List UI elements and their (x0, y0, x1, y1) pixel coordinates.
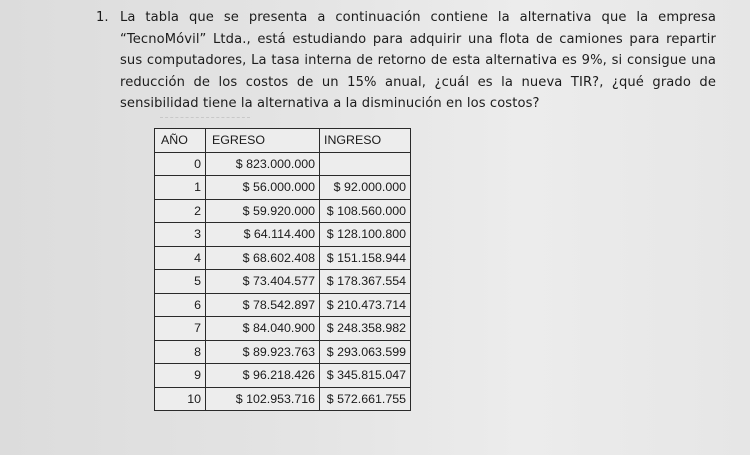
egreso-cell: $ 89.923.763 (206, 340, 320, 364)
year-cell: 10 (155, 387, 206, 411)
ingreso-cell: $ 108.560.000 (320, 199, 411, 223)
year-cell: 2 (155, 199, 206, 223)
ingreso-cell: $ 151.158.944 (320, 246, 411, 270)
table-row (155, 293, 411, 317)
ingreso-cell: $ 248.358.982 (320, 317, 411, 341)
table-row (155, 270, 411, 294)
table-row (155, 152, 411, 176)
year-cell: 4 (155, 246, 206, 270)
table-row (155, 317, 411, 341)
year-cell: 5 (155, 270, 206, 294)
year-cell: 7 (155, 317, 206, 341)
problem-text: La tabla que se presenta a continuación contiene la alternativa que la empresa “TecnoMóvil” Ltda., está estudiando para adquirir una flota de camiones para repartir sus computadores, La tasa interna de retorno de esta alternativa es 9%, si consigue una reducción de los costos de un 15% anual, ¿cuál es la nueva TIR?, ¿qué grado de sensibilidad tiene la alternativa a la disminución en los costos? (120, 10, 716, 112)
header-egreso: EGRESO (206, 129, 320, 153)
ingreso-cell: $ 572.661.755 (320, 387, 411, 411)
egreso-cell: $ 68.602.408 (206, 246, 320, 270)
problem-statement (96, 7, 716, 115)
year-cell: 6 (155, 293, 206, 317)
ingreso-cell: $ 92.000.000 (320, 176, 411, 200)
year-cell: 3 (155, 223, 206, 247)
table-row (155, 340, 411, 364)
year-cell: 0 (155, 152, 206, 176)
cashflow-table (154, 128, 411, 411)
table-row (155, 364, 411, 388)
ingreso-cell: $ 293.063.599 (320, 340, 411, 364)
egreso-cell: $ 56.000.000 (206, 176, 320, 200)
header-year: AÑO (155, 129, 206, 153)
egreso-cell: $ 64.114.400 (206, 223, 320, 247)
ingreso-cell: $ 345.815.047 (320, 364, 411, 388)
table-header-row (155, 129, 411, 153)
egreso-cell: $ 823.000.000 (206, 152, 320, 176)
egreso-cell: $ 102.953.716 (206, 387, 320, 411)
faint-dashes (160, 117, 250, 122)
table-row (155, 199, 411, 223)
egreso-cell: $ 78.542.897 (206, 293, 320, 317)
egreso-cell: $ 73.404.577 (206, 270, 320, 294)
year-cell: 9 (155, 364, 206, 388)
header-ingreso: INGRESO (320, 129, 411, 153)
egreso-cell: $ 96.218.426 (206, 364, 320, 388)
table-row (155, 246, 411, 270)
egreso-cell: $ 84.040.900 (206, 317, 320, 341)
year-cell: 8 (155, 340, 206, 364)
ingreso-cell (320, 152, 411, 176)
problem-number: 1. (96, 10, 109, 25)
table-row (155, 387, 411, 411)
ingreso-cell: $ 128.100.800 (320, 223, 411, 247)
table-row (155, 223, 411, 247)
year-cell: 1 (155, 176, 206, 200)
egreso-cell: $ 59.920.000 (206, 199, 320, 223)
ingreso-cell: $ 210.473.714 (320, 293, 411, 317)
ingreso-cell: $ 178.367.554 (320, 270, 411, 294)
table-row (155, 176, 411, 200)
